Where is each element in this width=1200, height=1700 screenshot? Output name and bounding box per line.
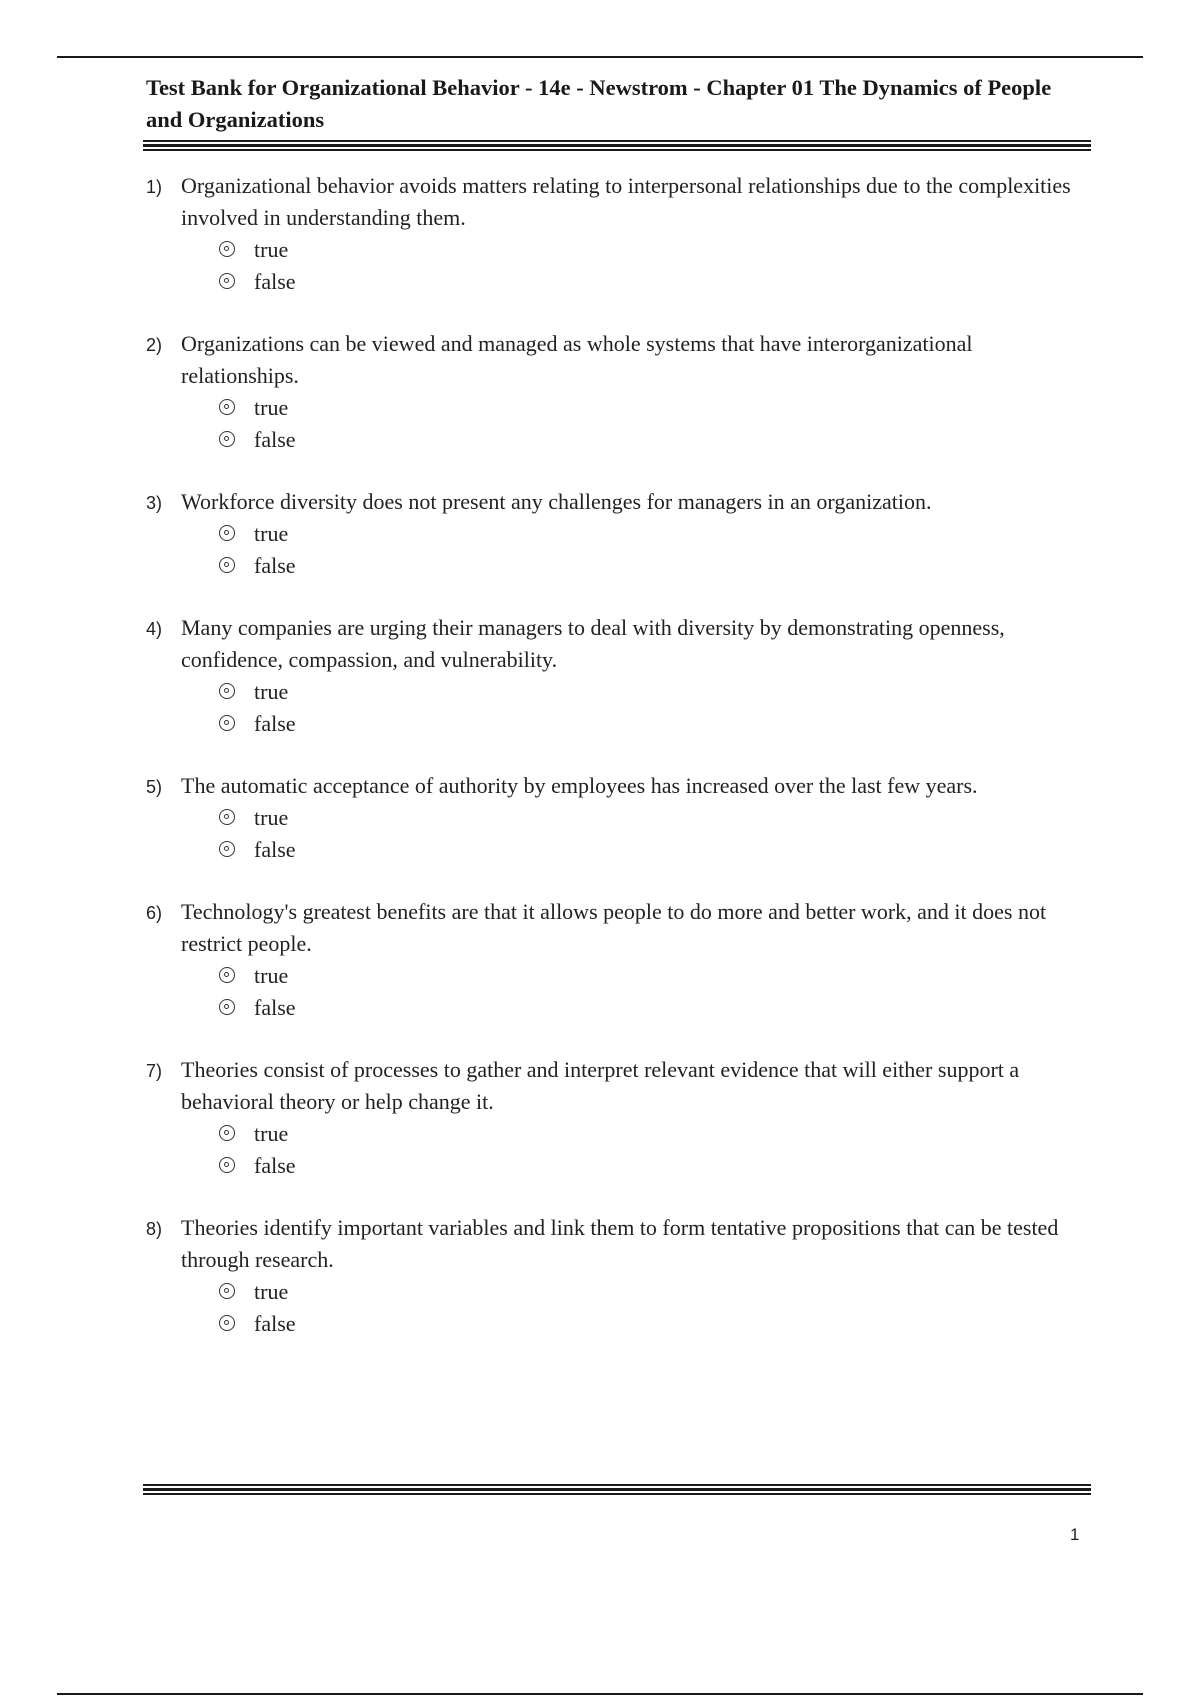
- question-number: 5): [146, 777, 163, 797]
- option-true[interactable]: [0, 518, 1200, 550]
- option-label: false: [254, 427, 296, 452]
- radio-button-icon[interactable]: [219, 715, 235, 731]
- question-list: [0, 170, 1200, 1370]
- option-true[interactable]: [0, 1118, 1200, 1150]
- option-true[interactable]: [0, 960, 1200, 992]
- radio-button-icon[interactable]: [219, 683, 235, 699]
- question-text: The automatic acceptance of authority by employees has increased over the last few years.: [181, 773, 978, 798]
- question-text: Organizational behavior avoids matters relating to interpersonal relationships due to the complexities involved in understanding them.: [181, 173, 1071, 230]
- question-item: [0, 612, 1200, 740]
- question-item: [0, 170, 1200, 298]
- option-false[interactable]: [0, 708, 1200, 740]
- page-number: 1: [1070, 1525, 1080, 1544]
- question-item: [0, 1054, 1200, 1182]
- option-false[interactable]: [0, 266, 1200, 298]
- document-title: Test Bank for Organizational Behavior - 14e - Newstrom - Chapter 01 The Dynamics of People and Organizations: [146, 75, 1052, 132]
- question-item: [0, 1212, 1200, 1340]
- radio-button-icon[interactable]: [219, 241, 235, 257]
- question-item: [0, 486, 1200, 582]
- question-number: 8): [146, 1219, 163, 1239]
- option-false[interactable]: [0, 834, 1200, 866]
- option-label: true: [254, 679, 289, 704]
- option-false[interactable]: [0, 992, 1200, 1024]
- question-text: Theories identify important variables and link them to form tentative propositions that can be tested through research.: [181, 1215, 1059, 1272]
- page-top-rule: [57, 56, 1143, 58]
- question-number: 7): [146, 1061, 163, 1081]
- option-label: true: [254, 805, 289, 830]
- question-item: [0, 770, 1200, 866]
- radio-button-icon[interactable]: [219, 1125, 235, 1141]
- option-false[interactable]: [0, 1150, 1200, 1182]
- radio-button-icon[interactable]: [219, 1283, 235, 1299]
- page-bottom-rule: [57, 1693, 1143, 1695]
- option-label: true: [254, 963, 289, 988]
- option-label: false: [254, 553, 296, 578]
- radio-button-icon[interactable]: [219, 967, 235, 983]
- radio-button-icon[interactable]: [219, 999, 235, 1015]
- option-true[interactable]: [0, 676, 1200, 708]
- option-label: false: [254, 269, 296, 294]
- radio-button-icon[interactable]: [219, 1315, 235, 1331]
- option-label: true: [254, 237, 289, 262]
- radio-button-icon[interactable]: [219, 1157, 235, 1173]
- radio-button-icon[interactable]: [219, 525, 235, 541]
- option-label: false: [254, 837, 296, 862]
- question-number: 2): [146, 335, 163, 355]
- radio-button-icon[interactable]: [219, 841, 235, 857]
- option-label: true: [254, 1121, 289, 1146]
- question-number: 4): [146, 619, 163, 639]
- question-number: 6): [146, 903, 163, 923]
- question-text: Technology's greatest benefits are that it allows people to do more and better work, and it does not restrict people.: [181, 899, 1047, 956]
- option-label: false: [254, 711, 296, 736]
- option-label: false: [254, 995, 296, 1020]
- question-number: 3): [146, 493, 163, 513]
- footer-divider: [143, 1484, 1091, 1496]
- radio-button-icon[interactable]: [219, 809, 235, 825]
- option-true[interactable]: [0, 1276, 1200, 1308]
- question-text: Organizations can be viewed and managed as whole systems that have interorganizational relationships.: [181, 331, 973, 388]
- option-label: true: [254, 1279, 289, 1304]
- option-label: true: [254, 395, 289, 420]
- option-false[interactable]: [0, 424, 1200, 456]
- option-true[interactable]: [0, 234, 1200, 266]
- radio-button-icon[interactable]: [219, 273, 235, 289]
- option-true[interactable]: [0, 802, 1200, 834]
- question-text: Workforce diversity does not present any challenges for managers in an organization.: [181, 489, 932, 514]
- radio-button-icon[interactable]: [219, 399, 235, 415]
- radio-button-icon[interactable]: [219, 557, 235, 573]
- radio-button-icon[interactable]: [219, 431, 235, 447]
- header-divider: [143, 140, 1091, 152]
- question-text: Many companies are urging their managers to deal with diversity by demonstrating openness, confidence, compassion, and vulnerability.: [181, 615, 1005, 672]
- option-label: false: [254, 1153, 296, 1178]
- option-label: true: [254, 521, 289, 546]
- question-item: [0, 328, 1200, 456]
- option-false[interactable]: [0, 550, 1200, 582]
- question-number: 1): [146, 177, 163, 197]
- question-item: [0, 896, 1200, 1024]
- option-true[interactable]: [0, 392, 1200, 424]
- question-text: Theories consist of processes to gather and interpret relevant evidence that will either support a behavioral theory or help change it.: [181, 1057, 1020, 1114]
- option-false[interactable]: [0, 1308, 1200, 1340]
- option-label: false: [254, 1311, 296, 1336]
